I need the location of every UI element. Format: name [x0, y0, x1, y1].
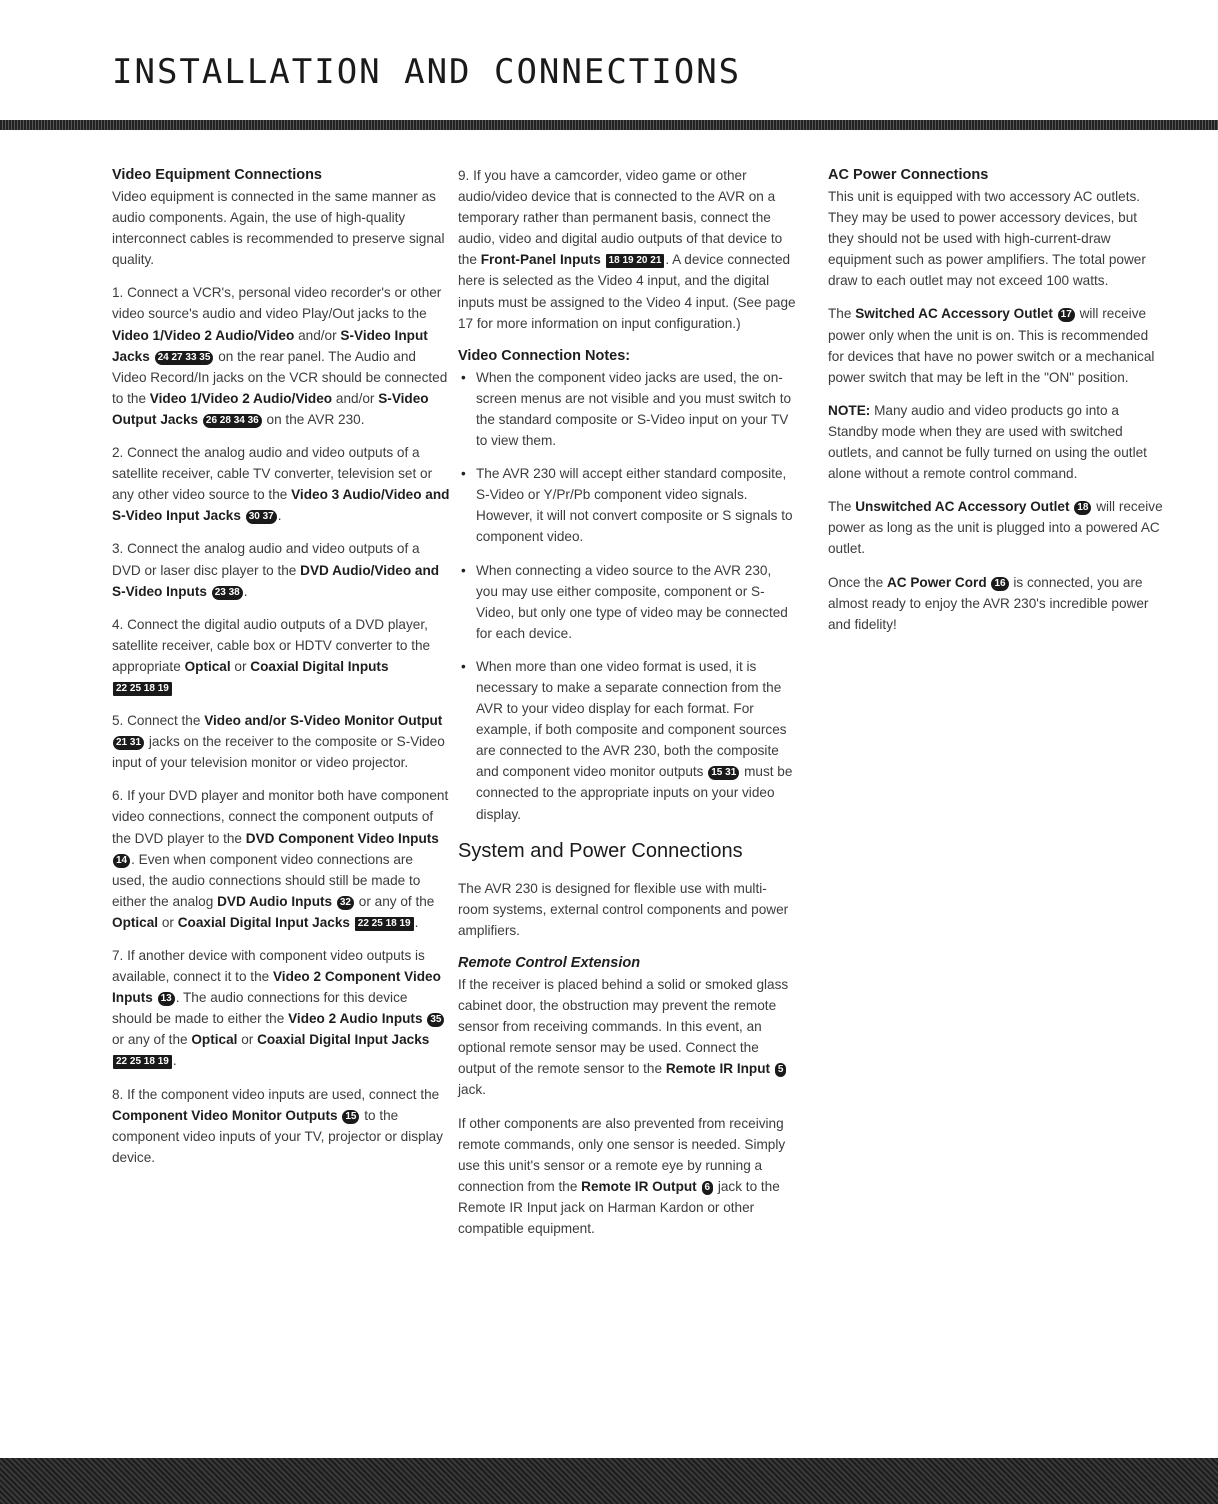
- video-equipment-intro: Video equipment is connected in the same manner as audio components. Again, the use of high-quality interconnect cables is recommended to preserve signal quality.: [112, 189, 445, 268]
- system-intro: The AVR 230 is designed for flexible use with multi-room systems, external control components and power amplifiers.: [458, 880, 789, 938]
- ac-power-intro: This unit is equipped with two accessory AC outlets. They may be used to power accessory devices, but they should not be used with high-current-draw equipment such as power amplifiers. The total power draw to each outlet may not exceed 100 watts.: [828, 189, 1146, 289]
- power-cord-paragraph: Once the AC Power Cord 16 is connected, you are almost ready to enjoy the AVR 230's incredible power and fidelity!: [828, 574, 1149, 632]
- column-1: [112, 165, 450, 1180]
- step-8: 8. If the component video inputs are used, connect the Component Video Monitor Outputs 15 to the component video inputs of your TV, projector or display device.: [112, 1086, 443, 1165]
- remote-paragraph-1: If the receiver is placed behind a solid or smoked glass cabinet door, the obstruction may prevent the remote sensor from receiving commands. In this event, an optional remote sensor may be used. Connect the output of the remote sensor to the Remote IR Input 5 jack.: [458, 977, 789, 1098]
- note-paragraph: NOTE: Many audio and video products go into a Standby mode when they are used with switched outlets, and cannot be fully turned on using the outlet alone without a remote control command.: [828, 402, 1147, 482]
- list-item: • When connecting a video source to the AVR 230, you may use either composite, component or S-Video, but only one type of video may be connected for each device.: [476, 560, 796, 644]
- jack-number-badge: 15 31: [708, 766, 739, 780]
- remote-paragraph-2: If other components are also prevented from receiving remote commands, only one sensor is needed. Simply use this unit's sensor or a remote eye by running a connection from the Remote IR Output 6 jack to the Remote IR Input jack on Harman Kardon or other compatible equipment.: [458, 1115, 786, 1237]
- list-item: • When more than one video format is used, it is necessary to make a separate connection from the AVR to your video display for each format. For example, if both composite and component sources are connected to the AVR 230, both the composite and component video monitor outputs 15 31 must be connected to the appropriate inputs on your video display.: [476, 656, 796, 825]
- jack-number-badge: 14: [113, 854, 130, 868]
- system-power-heading: System and Power Connections: [458, 839, 743, 862]
- column-3: [828, 165, 1166, 647]
- jack-number-badge: 15: [342, 1110, 359, 1124]
- jack-number-badge: 13: [158, 992, 175, 1006]
- step-5: 5. Connect the Video and/or S-Video Monitor Output 21 31 jacks on the receiver to the composite or S-Video input of your television monitor or video projector.: [112, 713, 445, 771]
- jack-number-badge: 22 25 18 19: [113, 682, 172, 696]
- column-2: [458, 165, 796, 1251]
- step-6: 6. If your DVD player and monitor both have component video connections, connect the component outputs of the DVD player to the DVD Component Video Inputs 14 . Even when component video connections are used, the audio connections should still be made to either the analog DVD Audio Inputs 32 or any of the Optical or Coaxial Digital Input Jacks 22 25 18 19 .: [112, 788, 449, 930]
- jack-number-badge: 21 31: [113, 736, 144, 750]
- jack-number-badge: 30 37: [246, 510, 277, 524]
- jack-number-badge: 16: [991, 577, 1008, 591]
- unswitched-outlet-paragraph: The Unswitched AC Accessory Outlet 18 will receive power as long as the unit is plugged into a powered AC outlet.: [828, 499, 1163, 557]
- step-3: 3. Connect the analog audio and video outputs of a DVD or laser disc player to the DVD Audio/Video and S-Video Inputs 23 38 .: [112, 541, 440, 599]
- jack-number-badge: 17: [1058, 308, 1075, 322]
- jack-number-badge: 18 19 20 21: [606, 254, 665, 268]
- list-item: • When the component video jacks are used, the on-screen menus are not visible and you must switch to the standard composite or S-Video input on your TV to view them.: [476, 367, 796, 451]
- ac-power-heading: AC Power Connections: [828, 167, 989, 183]
- jack-number-badge: 35: [427, 1013, 444, 1027]
- page-title: INSTALLATION AND CONNECTIONS: [112, 52, 742, 92]
- switched-outlet-paragraph: The Switched AC Accessory Outlet 17 will receive power only when the unit is on. This is recommended for devices that have no power switch or a mechanical power switch that may be left in the "ON" position.: [828, 306, 1155, 385]
- list-item: • The AVR 230 will accept either standard composite, S-Video or Y/Pr/Pb component video signals. However, it will not convert composite or S signals to component video.: [476, 463, 796, 547]
- jack-number-badge: 6: [702, 1181, 714, 1195]
- remote-extension-heading: Remote Control Extension: [458, 955, 641, 971]
- jack-number-badge: 32: [337, 896, 354, 910]
- step-1: 1. Connect a VCR's, personal video recorder's or other video source's audio and video Play/Out jacks to the Video 1/Video 2 Audio/Video and/or S-Video Input Jacks 24 27 33 35 on the rear panel. The Audio and Video Record/In jacks on the VCR should be connected to the Video 1/Video 2 Audio/Video and/or S-Video Output Jacks 26 28 34 36 on the AVR 230.: [112, 285, 448, 427]
- jack-number-badge: 5: [775, 1063, 787, 1077]
- video-notes-heading: Video Connection Notes:: [458, 347, 631, 364]
- step-2: 2. Connect the analog audio and video outputs of a satellite receiver, cable TV converter, television set or any other video source to the Video 3 Audio/Video and S-Video Input Jacks 30 37 .: [112, 445, 450, 524]
- jack-number-badge: 22 25 18 19: [355, 917, 414, 931]
- step-4: 4. Connect the digital audio outputs of a DVD player, satellite receiver, cable box or HDTV converter to the appropriate Optical or Coaxial Digital Inputs 22 25 18 19: [112, 616, 431, 694]
- jack-number-badge: 22 25 18 19: [113, 1055, 172, 1069]
- jack-number-badge: 24 27 33 35: [155, 351, 214, 365]
- step-7: 7. If another device with component video outputs is available, connect it to the Video 2 Component Video Inputs 13 . The audio connections for this device should be made to either the Video 2 Audio Inputs 35 or any of the Optical or Coaxial Digital Input Jacks 22 25 18 19 .: [112, 945, 450, 1072]
- jack-number-badge: 23 38: [212, 586, 243, 600]
- step-9: 9. If you have a camcorder, video game or other audio/video device that is connected to the AVR on a temporary rather than permanent basis, connect the audio, video and digital audio outputs of that device to the Front-Panel Inputs 18 19 20 21 . A device connected here is selected as the Video 4 input, and the digital inputs must be assigned to the Video 4 input. (See page 17 for more information on input configuration.): [458, 168, 796, 331]
- top-rule: [0, 120, 1218, 130]
- jack-number-badge: 26 28 34 36: [203, 414, 262, 428]
- video-equipment-heading: Video Equipment Connections: [112, 167, 322, 183]
- jack-number-badge: 18: [1074, 501, 1091, 515]
- bottom-bar: [0, 1458, 1218, 1504]
- video-notes-list: [458, 367, 796, 825]
